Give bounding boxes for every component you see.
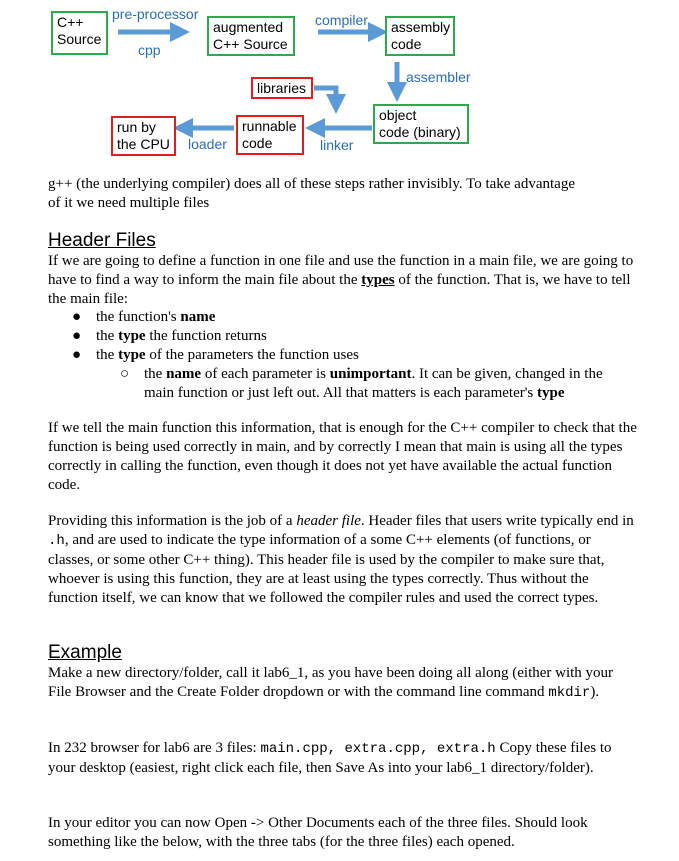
cpp-source-line2: Source [57,31,102,47]
assembly-box [385,16,455,56]
intro-line2: of it we need multiple files [48,195,210,211]
runnable-box [236,115,304,155]
arrow-libraries [314,88,336,104]
augmented-line2: C++ Source [213,36,288,52]
object-line2: code (binary) [379,124,461,140]
libraries-box [251,77,313,99]
header-files-p1 [48,252,638,309]
cpp-label: cpp [138,42,161,58]
example-heading: Example [48,642,122,663]
runnable-line1: runnable [242,118,297,134]
augmented-box [207,16,295,56]
preprocessor-label: pre-processor [112,6,199,22]
example-p1: Make a new directory/folder, call it lab6_1, as you have been doing all along (either with your File Browser and the Create Folder dropdown or with the command line command mkdir). [48,665,614,701]
h-extension-code: .h [48,533,65,549]
object-box [373,104,469,144]
list-item: ● the function's name [72,309,216,325]
requirements-list [70,308,630,403]
p1-text: If we are going to define a function in one file and use the function in a main file, we are going to have to find a way to inform the main file about the [48,253,634,288]
assembler-label: assembler [406,69,471,85]
sub-list [96,365,630,403]
example-p2: In 232 browser for lab6 are 3 files: main.cpp, extra.cpp, extra.h Copy these files to your desktop (easiest, right click each file, then Save As into your lab6_1 directory/folder). [48,740,612,776]
sub-list-item: ○ the name of each parameter is unimportant. It can be given, changed in the main function or just left out. All that matters is each parameter's type [120,366,603,401]
assembly-line1: assembly [391,19,451,35]
augmented-line1: augmented [213,19,284,35]
list-item: ● the type the function returns [72,328,267,344]
cpp-source-box [51,11,108,55]
list-item: ● the type of the parameters the function uses ○ the name of each parameter is unimportant. It can be given, changed in the main function or just left out. All that matters is each parameter's type [70,346,630,403]
libraries-label: libraries [257,80,307,96]
p1-end: of the function. That is, we have to tell the main file: [48,272,631,307]
object-line1: object [379,107,417,123]
mkdir-code: mkdir [548,685,591,701]
run-cpu-line1: run by [117,119,156,135]
run-cpu-box [111,116,176,156]
header-files-heading: Header Files [48,230,156,251]
header-file-em: header file [296,513,361,529]
intro-paragraph [48,175,638,213]
run-cpu-line2: the CPU [117,136,170,152]
linker-label: linker [320,137,354,153]
header-files-p2: If we tell the main function this information, that is enough for the C++ compiler to check that the function is being used correctly in main, and by correctly I mean that main is using all the types correctly in calling the function, even though it does not yet have available the actual function code. [48,420,637,493]
header-files-p3: Providing this information is the job of a header file. Header files that users write typically end in .h, and are used to indicate the type information of a some C++ elements (of functions, or classes, or some other C++ thing). This header file is used by the compiler to make sure that, whoever is using this function, they are at least using the types correctly. Thus without the function itself, we can know that we followed the compiler rules and used the correct types. [48,513,634,606]
assembly-line2: code [391,36,422,52]
intro-line1: g++ (the underlying compiler) does all of these steps rather invisibly. To take advantage [48,176,575,192]
runnable-line2: code [242,135,273,151]
compiler-label: compiler [315,12,368,28]
loader-label: loader [188,136,227,152]
example-p3: In your editor you can now Open -> Other Documents each of the three files. Should look something like the below, with the three tabs (for the three files) each opened. [48,815,588,850]
files-code: main.cpp, extra.cpp, extra.h [260,741,496,757]
cpp-source-line1: C++ [57,14,84,30]
p1-types: types [361,272,395,288]
